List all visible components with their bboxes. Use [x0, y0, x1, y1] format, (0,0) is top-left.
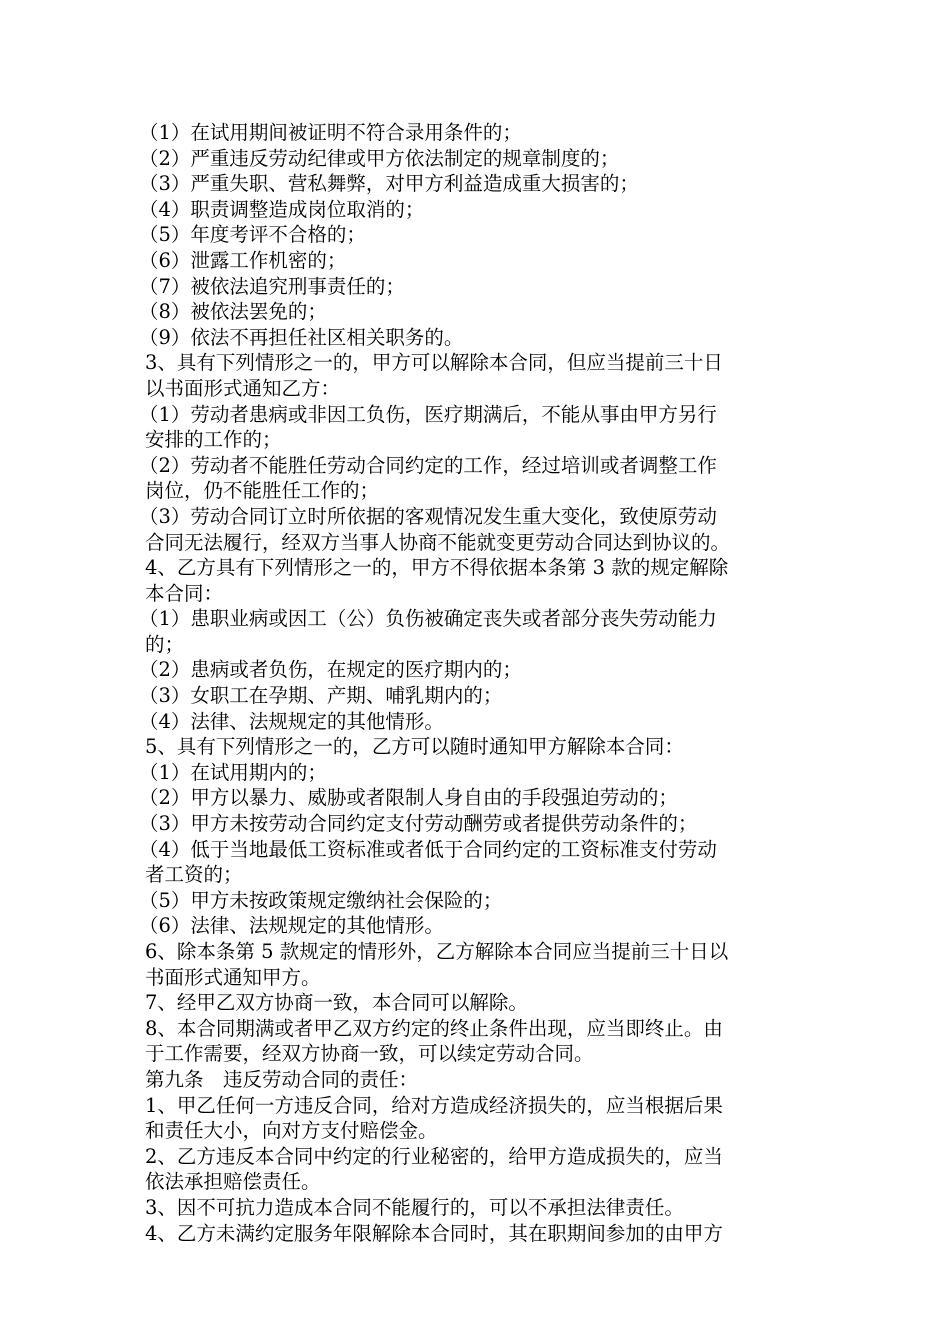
- document-line: 8、本合同期满或者甲乙双方约定的终止条件出现，应当即终止。由: [145, 1016, 723, 1040]
- document-line: 于工作需要，经双方协商一致，可以续定劳动合同。: [145, 1042, 594, 1066]
- document-line: 5、具有下列情形之一的，乙方可以随时通知甲方解除本合同：: [145, 735, 684, 759]
- document-line: （2）劳动者不能胜任劳动合同约定的工作，经过培训或者调整工作: [139, 453, 717, 477]
- document-page: [139, 120, 815, 1246]
- document-line: 书面形式通知甲方。: [145, 965, 321, 989]
- document-line: （2）甲方以暴力、威胁或者限制人身自由的手段强迫劳动的；: [139, 786, 678, 810]
- document-line: （3）严重失职、营私舞弊，对甲方利益造成重大损害的；: [139, 172, 639, 196]
- document-line: 和责任大小，向对方支付赔偿金。: [145, 1119, 438, 1143]
- document-line: （3）劳动合同订立时所依据的客观情况发生重大变化，致使原劳动: [139, 504, 717, 528]
- document-line: （6）泄露工作机密的；: [139, 248, 347, 272]
- document-line: 本合同：: [145, 581, 224, 605]
- document-line: （7）被依法追究刑事责任的；: [139, 274, 405, 298]
- document-line: 合同无法履行，经双方当事人协商不能就变更劳动合同达到协议的。: [145, 530, 731, 554]
- document-line: （5）甲方未按政策规定缴纳社会保险的；: [139, 888, 503, 912]
- document-line: （5）年度考评不合格的；: [139, 223, 366, 247]
- document-line: 3、因不可抗力造成本合同不能履行的，可以不承担法律责任。: [145, 1195, 684, 1219]
- document-line: 安排的工作的；: [145, 428, 282, 452]
- document-line: 2、乙方违反本合同中约定的行业秘密的，给甲方造成损失的，应当: [145, 1144, 723, 1168]
- document-line: （4）法律、法规规定的其他情形。: [139, 709, 444, 733]
- document-line: （4）低于当地最低工资标准或者低于合同约定的工资标准支付劳动: [139, 837, 717, 861]
- document-line: （3）女职工在孕期、产期、哺乳期内的；: [139, 684, 503, 708]
- document-line: 第九条 违反劳动合同的责任：: [145, 1067, 419, 1091]
- document-line: （6）法律、法规规定的其他情形。: [139, 914, 444, 938]
- document-line: 以书面形式通知乙方：: [145, 376, 341, 400]
- document-line: 者工资的；: [145, 863, 243, 887]
- document-line: 1、甲乙任何一方违反合同，给对方造成经济损失的，应当根据后果: [145, 1093, 723, 1117]
- document-line: 6、除本条第 5 款规定的情形外，乙方解除本合同应当提前三十日以: [145, 940, 729, 963]
- document-line: （9）依法不再担任社区相关职务的。: [139, 325, 464, 349]
- document-line: （1）患职业病或因工（公）负伤被确定丧失或者部分丧失劳动能力: [139, 607, 717, 631]
- document-line: 的；: [145, 632, 185, 656]
- document-line: （1）在试用期内的；: [139, 760, 327, 784]
- document-line: （1）劳动者患病或非因工负伤，医疗期满后，不能从事由甲方另行: [139, 402, 717, 426]
- document-line: 岗位，仍不能胜任工作的；: [145, 479, 380, 503]
- document-line: 4、乙方具有下列情形之一的，甲方不得依据本条第 3 款的规定解除: [145, 556, 729, 580]
- document-line: （3）甲方未按劳动合同约定支付劳动酬劳或者提供劳动条件的；: [139, 812, 698, 836]
- document-line: 7、经甲乙双方协商一致，本合同可以解除。: [145, 991, 528, 1015]
- document-line: （8）被依法罢免的；: [139, 300, 327, 324]
- document-line: （2）严重违反劳动纪律或甲方依法制定的规章制度的；: [139, 146, 620, 170]
- document-line: （2）患病或者负伤，在规定的医疗期内的；: [139, 658, 522, 682]
- document-line: （4）职责调整造成岗位取消的；: [139, 197, 425, 221]
- document-line: （1）在试用期间被证明不符合录用条件的；: [139, 121, 522, 144]
- document-line: 依法承担赔偿责任。: [145, 1170, 321, 1194]
- document-line: 3、具有下列情形之一的，甲方可以解除本合同，但应当提前三十日: [145, 351, 723, 375]
- document-line: 4、乙方未满约定服务年限解除本合同时，其在职期间参加的由甲方: [145, 1221, 723, 1245]
